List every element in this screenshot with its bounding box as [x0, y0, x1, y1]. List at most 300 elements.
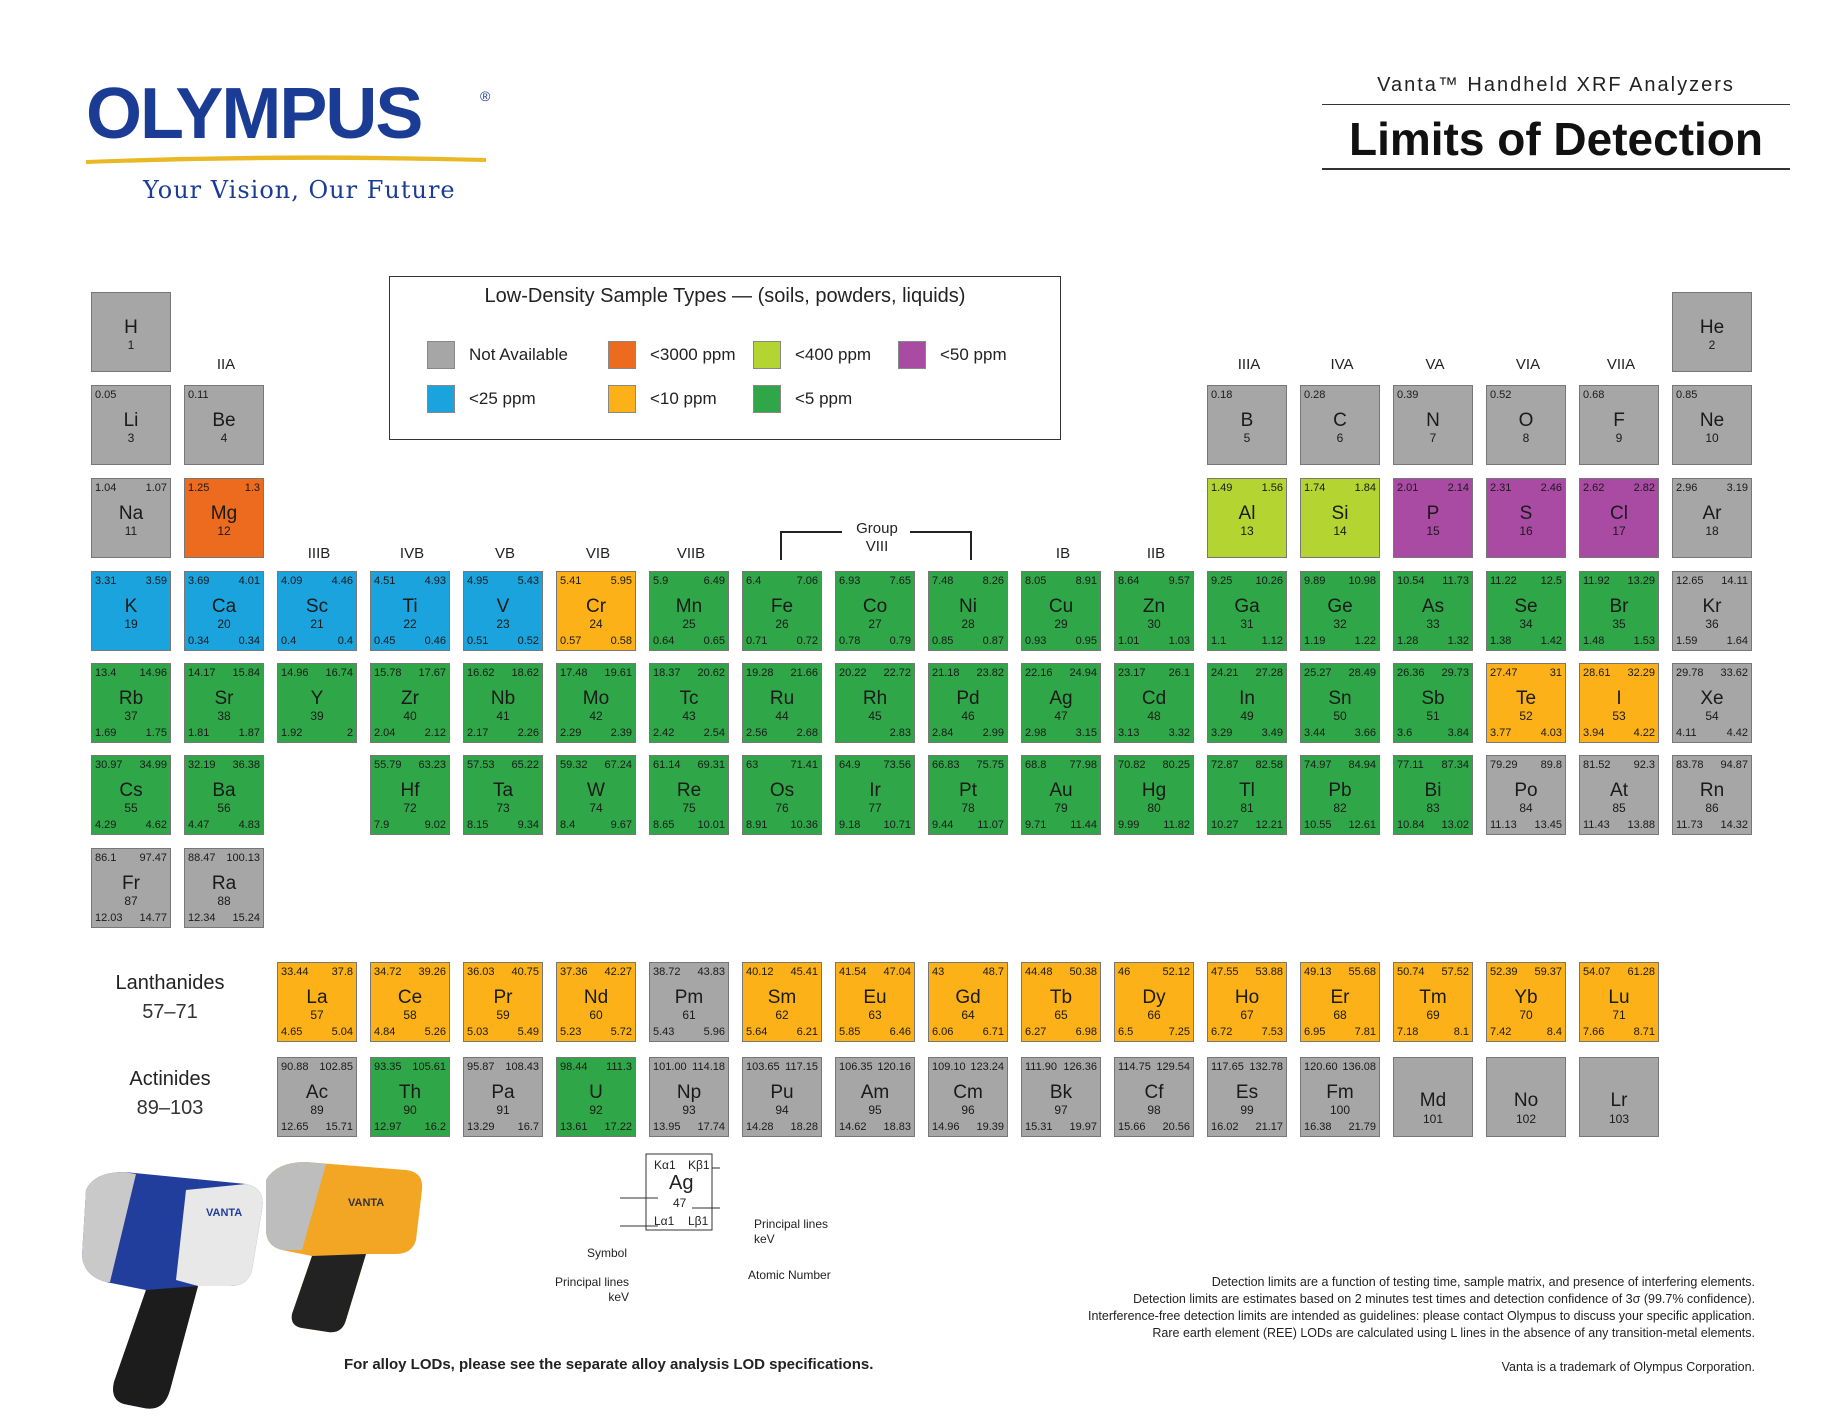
atomic-number: 41	[496, 709, 510, 723]
atomic-number: 15	[1426, 524, 1440, 538]
k-alpha-line: 37.36	[560, 966, 588, 978]
element-cell-n	[1393, 385, 1473, 465]
k-alpha-line: 5.9	[653, 575, 669, 587]
element-cell-c	[1300, 385, 1380, 465]
element-symbol: Tl	[1239, 780, 1255, 801]
key-principal-l-2: keV	[608, 1290, 630, 1304]
atomic-number: 14	[1333, 524, 1347, 538]
atomic-number: 94	[775, 1103, 789, 1117]
l-beta-line: 10.36	[790, 819, 818, 831]
element-cell-ra	[184, 848, 264, 928]
l-alpha-line: 3.44	[1304, 727, 1326, 739]
atomic-number: 61	[682, 1008, 696, 1022]
footnote-line: Interference-free detection limits are intended as guidelines: please contact Olympus to discuss your specific application.	[1087, 1309, 1755, 1323]
l-alpha-line: 0.64	[653, 635, 675, 647]
group-label-iia: IIA	[216, 356, 236, 373]
l-beta-line: 0.58	[610, 635, 632, 647]
l-alpha-line: 5.03	[467, 1026, 489, 1038]
element-cell-ga	[1207, 571, 1287, 651]
element-cell-kr	[1672, 571, 1752, 651]
k-alpha-line: 88.47	[188, 852, 216, 864]
l-alpha-line: 1.92	[281, 727, 303, 739]
k-alpha-line: 28.61	[1583, 667, 1611, 679]
k-beta-line: 52.12	[1162, 966, 1190, 978]
element-key-diagram	[580, 1148, 720, 1258]
element-symbol: N	[1426, 410, 1440, 431]
l-alpha-line: 3.13	[1118, 727, 1140, 739]
element-cell-hg	[1114, 755, 1194, 835]
k-alpha-line: 117.65	[1211, 1061, 1244, 1073]
k-beta-line: 40.75	[511, 966, 539, 978]
element-cell-he	[1672, 292, 1752, 372]
atomic-number: 59	[496, 1008, 510, 1022]
k-alpha-line: 74.97	[1304, 759, 1332, 771]
key-principal-k-label	[754, 1217, 828, 1247]
k-alpha-line: 33.44	[281, 966, 309, 978]
l-beta-line: 0.65	[703, 635, 725, 647]
atomic-number: 9	[1615, 431, 1623, 445]
l-beta-line: 19.97	[1069, 1121, 1097, 1133]
k-beta-line: 8.26	[982, 575, 1004, 587]
element-symbol: Au	[1049, 780, 1073, 801]
l-alpha-line: 1.81	[188, 727, 210, 739]
k-alpha-line: 54.07	[1583, 966, 1611, 978]
k-alpha-line: 13.4	[95, 667, 117, 679]
key-principal-k-1: Principal lines	[754, 1217, 829, 1231]
element-symbol: Yb	[1514, 987, 1538, 1008]
l-alpha-line: 0.34	[188, 635, 210, 647]
element-symbol: Lu	[1608, 987, 1630, 1008]
l-beta-line: 0.34	[238, 635, 260, 647]
atomic-number: 96	[961, 1103, 975, 1117]
l-alpha-line: 14.96	[932, 1121, 960, 1133]
k-alpha-line: 61.14	[653, 759, 681, 771]
k-beta-line: 21.66	[790, 667, 818, 679]
k-alpha-line: 106.35	[839, 1061, 873, 1073]
element-cell-fm	[1300, 1057, 1380, 1137]
atomic-number: 30	[1147, 617, 1161, 631]
element-cell-rh	[835, 663, 915, 743]
k-alpha-line: 11.22	[1490, 575, 1517, 587]
atomic-number: 87	[124, 894, 138, 908]
legend-title: Low-Density Sample Types — (soils, powders, liquids)	[484, 285, 966, 307]
k-beta-line: 59.37	[1534, 966, 1562, 978]
element-cell-y	[277, 663, 357, 743]
l-alpha-line: 11.43	[1583, 819, 1610, 831]
k-alpha-line: 47.55	[1211, 966, 1239, 978]
k-alpha-line: 23.17	[1118, 667, 1146, 679]
atomic-number: 26	[775, 617, 789, 631]
k-beta-line: 136.08	[1342, 1061, 1376, 1073]
element-cell-ca	[184, 571, 264, 651]
element-cell-sm	[742, 962, 822, 1042]
k-beta-line: 84.94	[1348, 759, 1376, 771]
element-symbol: Pb	[1328, 780, 1352, 801]
l-alpha-line: 7.66	[1583, 1026, 1605, 1038]
l-alpha-line: 4.29	[95, 819, 117, 831]
atomic-number: 68	[1333, 1008, 1347, 1022]
k-alpha-line: 79.29	[1490, 759, 1518, 771]
group-label-iva: IVA	[1330, 356, 1354, 373]
atomic-number: 53	[1612, 709, 1626, 723]
element-symbol: Pd	[956, 688, 980, 709]
k-alpha-line: 4.51	[374, 575, 396, 587]
element-symbol: Cu	[1048, 596, 1074, 617]
element-cell-hf	[370, 755, 450, 835]
group-label-viib: VIIB	[676, 545, 706, 562]
l-alpha-line: 1.69	[95, 727, 117, 739]
element-symbol: Na	[118, 503, 144, 524]
legend-label: <400 ppm	[795, 345, 872, 364]
k-alpha-line: 19.28	[746, 667, 774, 679]
atomic-number: 64	[961, 1008, 975, 1022]
k-beta-line: 123.24	[970, 1061, 1004, 1073]
k-beta-line: 18.62	[511, 667, 539, 679]
l-alpha-line: 6.27	[1025, 1026, 1047, 1038]
k-beta-line: 80.25	[1162, 759, 1190, 771]
legend-label: <10 ppm	[650, 389, 717, 408]
element-symbol: Ho	[1234, 987, 1260, 1008]
element-symbol: Fe	[770, 596, 794, 617]
element-symbol: Np	[676, 1082, 702, 1103]
element-cell-te	[1486, 663, 1566, 743]
k-alpha-line: 10.54	[1397, 575, 1425, 587]
k-alpha-line: 109.10	[932, 1061, 966, 1073]
l-beta-line: 1.64	[1726, 635, 1748, 647]
atomic-number: 65	[1054, 1008, 1068, 1022]
element-cell-rn	[1672, 755, 1752, 835]
k-beta-line: 100.13	[226, 852, 260, 864]
atomic-number: 93	[682, 1103, 696, 1117]
l-alpha-line: 9.71	[1025, 819, 1047, 831]
atomic-number: 48	[1147, 709, 1161, 723]
element-cell-o	[1486, 385, 1566, 465]
element-symbol: He	[1699, 317, 1725, 338]
l-alpha-line: 5.64	[746, 1026, 768, 1038]
k-beta-line: 55.68	[1348, 966, 1376, 978]
element-symbol: Ir	[869, 780, 881, 801]
element-symbol: Ca	[211, 596, 237, 617]
l-alpha-line: 2.84	[932, 727, 954, 739]
element-cell-p	[1393, 478, 1473, 558]
element-cell-ag	[1021, 663, 1101, 743]
k-alpha-line: 64.9	[839, 759, 861, 771]
element-cell-pa	[463, 1057, 543, 1137]
atomic-number: 88	[217, 894, 231, 908]
l-beta-line: 4.03	[1540, 727, 1562, 739]
k-alpha-line: 101.00	[653, 1061, 687, 1073]
element-cell-si	[1300, 478, 1380, 558]
l-alpha-line: 4.11	[1676, 727, 1697, 739]
element-symbol: Rn	[1699, 780, 1725, 801]
atomic-number: 6	[1336, 431, 1344, 445]
l-alpha-line: 2.42	[653, 727, 675, 739]
k-beta-line: 36.38	[232, 759, 260, 771]
k-alpha-line: 0.18	[1211, 389, 1233, 401]
key-principal-k-2: keV	[754, 1232, 775, 1246]
k-beta-line: 1.07	[145, 482, 167, 494]
l-beta-line: 18.28	[790, 1121, 818, 1133]
l-beta-line: 18.83	[883, 1121, 911, 1133]
element-cell-tl	[1207, 755, 1287, 835]
k-alpha-line: 52.39	[1490, 966, 1518, 978]
atomic-number: 75	[682, 801, 696, 815]
k-beta-line: 7.06	[796, 575, 818, 587]
element-cell-fe	[742, 571, 822, 651]
key-symbol: Ag	[669, 1172, 694, 1194]
element-symbol: O	[1518, 410, 1534, 431]
element-symbol: Te	[1515, 688, 1537, 709]
element-cell-ru	[742, 663, 822, 743]
logo-swoosh	[86, 154, 486, 164]
atomic-number: 103	[1608, 1112, 1630, 1126]
l-alpha-line: 12.03	[95, 912, 123, 924]
k-beta-line: 2.82	[1633, 482, 1655, 494]
k-beta-line: 105.61	[412, 1061, 446, 1073]
l-alpha-line: 1.59	[1676, 635, 1698, 647]
l-beta-line: 8.4	[1546, 1026, 1562, 1038]
l-alpha-line: 4.47	[188, 819, 210, 831]
element-cell-dy	[1114, 962, 1194, 1042]
element-symbol: Kr	[1702, 596, 1722, 617]
k-alpha-line: 9.89	[1304, 575, 1326, 587]
k-alpha-line: 11.92	[1583, 575, 1610, 587]
k-alpha-line: 43	[932, 966, 945, 978]
atomic-number: 82	[1333, 801, 1347, 815]
atomic-number: 20	[217, 617, 231, 631]
k-beta-line: 61.28	[1627, 966, 1655, 978]
l-beta-line: 10.01	[697, 819, 725, 831]
atomic-number: 34	[1519, 617, 1533, 631]
element-symbol: Re	[676, 780, 702, 801]
element-symbol: Pm	[674, 987, 704, 1008]
atomic-number: 101	[1422, 1112, 1444, 1126]
k-alpha-line: 12.65	[1676, 575, 1704, 587]
element-symbol: Lr	[1610, 1090, 1628, 1111]
element-symbol: Hf	[400, 780, 420, 801]
l-beta-line: 3.66	[1354, 727, 1376, 739]
l-beta-line: 16.2	[424, 1121, 446, 1133]
k-beta-line: 32.29	[1627, 667, 1655, 679]
atomic-number: 51	[1426, 709, 1440, 723]
k-beta-line: 50.38	[1069, 966, 1097, 978]
l-alpha-line: 13.61	[560, 1121, 588, 1133]
group-viii-line1: Group	[856, 520, 898, 537]
l-beta-line: 17.22	[604, 1121, 632, 1133]
k-alpha-line: 66.83	[932, 759, 960, 771]
k-beta-line: 8.91	[1075, 575, 1097, 587]
k-alpha-line: 2.31	[1490, 482, 1512, 494]
l-alpha-line: 2.04	[374, 727, 396, 739]
atomic-number: 22	[403, 617, 417, 631]
element-cell-eu	[835, 962, 915, 1042]
element-cell-cf	[1114, 1057, 1194, 1137]
atomic-number: 17	[1612, 524, 1626, 538]
element-symbol: Pa	[491, 1082, 515, 1103]
element-symbol: Cf	[1144, 1082, 1164, 1103]
element-cell-os	[742, 755, 822, 835]
element-cell-zn	[1114, 571, 1194, 651]
element-symbol: Y	[310, 688, 324, 709]
analyzer-orange	[266, 1162, 422, 1332]
k-beta-line: 45.41	[790, 966, 818, 978]
element-cell-pt	[928, 755, 1008, 835]
l-beta-line: 5.49	[517, 1026, 539, 1038]
l-alpha-line: 1.1	[1211, 635, 1227, 647]
group-label-ivb: IVB	[399, 545, 425, 562]
k-beta-line: 37.8	[331, 966, 353, 978]
l-alpha-line: 9.18	[839, 819, 861, 831]
element-cell-sb	[1393, 663, 1473, 743]
atomic-number: 78	[961, 801, 975, 815]
l-beta-line: 11.07	[977, 819, 1004, 831]
k-beta-line: 13.29	[1627, 575, 1655, 587]
lanthanides-label	[85, 972, 255, 1024]
l-alpha-line: 15.66	[1118, 1121, 1146, 1133]
k-beta-line: 89.8	[1540, 759, 1562, 771]
l-beta-line: 17.74	[697, 1121, 725, 1133]
k-beta-line: 26.1	[1168, 667, 1190, 679]
atomic-number: 19	[124, 617, 138, 631]
l-alpha-line: 1.48	[1583, 635, 1605, 647]
k-alpha-line: 77.11	[1397, 759, 1424, 771]
k-alpha-line: 59.32	[560, 759, 588, 771]
element-cell-ne	[1672, 385, 1752, 465]
l-beta-line: 21.79	[1348, 1121, 1376, 1133]
legend-label: Not Available	[469, 345, 568, 364]
k-beta-line: 31	[1549, 667, 1562, 679]
atomic-number: 70	[1519, 1008, 1533, 1022]
k-beta-line: 67.24	[604, 759, 632, 771]
element-symbol: V	[496, 596, 510, 617]
atomic-number: 54	[1705, 709, 1719, 723]
k-alpha-line: 24.21	[1211, 667, 1239, 679]
k-alpha-line: 16.62	[467, 667, 495, 679]
atomic-number: 95	[868, 1103, 882, 1117]
k-alpha-line: 1.04	[95, 482, 117, 494]
k-alpha-line: 0.52	[1490, 389, 1512, 401]
element-symbol: I	[1616, 688, 1622, 709]
l-beta-line: 5.96	[703, 1026, 725, 1038]
l-beta-line: 1.75	[145, 727, 167, 739]
atomic-number: 3	[127, 431, 135, 445]
element-cell-cm	[928, 1057, 1008, 1137]
l-beta-line: 7.25	[1168, 1026, 1190, 1038]
analyzer-blue	[82, 1172, 263, 1409]
atomic-number: 97	[1054, 1103, 1068, 1117]
l-beta-line: 3.49	[1261, 727, 1283, 739]
element-symbol: Tb	[1049, 987, 1073, 1008]
element-cell-mo	[556, 663, 636, 743]
atomic-number: 74	[589, 801, 603, 815]
l-alpha-line: 3.6	[1397, 727, 1413, 739]
atomic-number: 50	[1333, 709, 1347, 723]
l-beta-line: 3.32	[1168, 727, 1190, 739]
element-symbol: Os	[769, 780, 795, 801]
k-beta-line: 65.22	[511, 759, 539, 771]
k-beta-line: 4.46	[331, 575, 353, 587]
l-alpha-line: 2.98	[1025, 727, 1047, 739]
k-alpha-line: 41.54	[839, 966, 867, 978]
k-beta-line: 102.85	[319, 1061, 353, 1073]
group-label-viia: VIIA	[1606, 356, 1636, 373]
element-cell-md	[1393, 1057, 1473, 1137]
atomic-number: 63	[868, 1008, 882, 1022]
element-symbol: Th	[398, 1082, 422, 1103]
k-alpha-line: 4.09	[281, 575, 303, 587]
element-cell-cs	[91, 755, 171, 835]
atomic-number: 24	[589, 617, 603, 631]
l-beta-line: 1.53	[1633, 635, 1655, 647]
k-alpha-line: 21.18	[932, 667, 960, 679]
k-beta-line: 129.54	[1156, 1061, 1190, 1073]
element-symbol: Es	[1235, 1082, 1259, 1103]
k-beta-line: 14.96	[139, 667, 167, 679]
element-symbol: Ra	[211, 873, 237, 894]
analyzer-blue-label: VANTA	[206, 1207, 243, 1219]
k-beta-line: 7.65	[889, 575, 911, 587]
element-symbol: In	[1239, 688, 1255, 709]
element-cell-am	[835, 1057, 915, 1137]
k-alpha-line: 55.79	[374, 759, 402, 771]
l-beta-line: 4.22	[1633, 727, 1655, 739]
element-symbol: B	[1240, 410, 1254, 431]
l-alpha-line: 0.93	[1025, 635, 1047, 647]
atomic-number: 100	[1329, 1103, 1351, 1117]
l-beta-line: 3.84	[1447, 727, 1469, 739]
element-symbol: Cl	[1610, 503, 1628, 524]
k-alpha-line: 9.25	[1211, 575, 1233, 587]
element-symbol: As	[1421, 596, 1445, 617]
atomic-number: 69	[1426, 1008, 1440, 1022]
atomic-number: 35	[1612, 617, 1626, 631]
l-alpha-line: 0.51	[467, 635, 489, 647]
l-beta-line: 9.34	[517, 819, 539, 831]
element-cell-v	[463, 571, 543, 651]
element-symbol: Al	[1238, 503, 1256, 524]
element-cell-re	[649, 755, 729, 835]
element-cell-in	[1207, 663, 1287, 743]
k-beta-line: 114.18	[692, 1061, 725, 1073]
l-beta-line: 1.12	[1261, 635, 1283, 647]
k-alpha-line: 68.8	[1025, 759, 1047, 771]
l-beta-line: 11.44	[1070, 819, 1097, 831]
product-subtitle: Vanta™ Handheld XRF Analyzers	[1377, 74, 1735, 96]
element-symbol: C	[1333, 410, 1347, 431]
element-symbol: Ni	[959, 596, 977, 617]
element-symbol: Er	[1330, 987, 1350, 1008]
element-symbol: P	[1426, 503, 1440, 524]
element-symbol: Sm	[767, 987, 797, 1008]
element-cell-ti	[370, 571, 450, 651]
l-alpha-line: 6.72	[1211, 1026, 1233, 1038]
element-cell-k	[91, 571, 171, 651]
l-beta-line: 2.83	[889, 727, 911, 739]
olympus-logo: OLYMPUS	[86, 74, 422, 154]
footnotes	[855, 1274, 1755, 1342]
brand-tagline: Your Vision, Our Future	[143, 176, 456, 204]
legend-swatch	[427, 385, 455, 413]
atomic-number: 2	[1708, 338, 1716, 352]
l-beta-line: 9.67	[610, 819, 632, 831]
k-beta-line: 3.59	[145, 575, 167, 587]
atomic-number: 83	[1426, 801, 1440, 815]
element-cell-be	[184, 385, 264, 465]
k-beta-line: 97.47	[139, 852, 167, 864]
k-alpha-line: 46	[1118, 966, 1131, 978]
element-cell-pu	[742, 1057, 822, 1137]
element-cell-es	[1207, 1057, 1287, 1137]
